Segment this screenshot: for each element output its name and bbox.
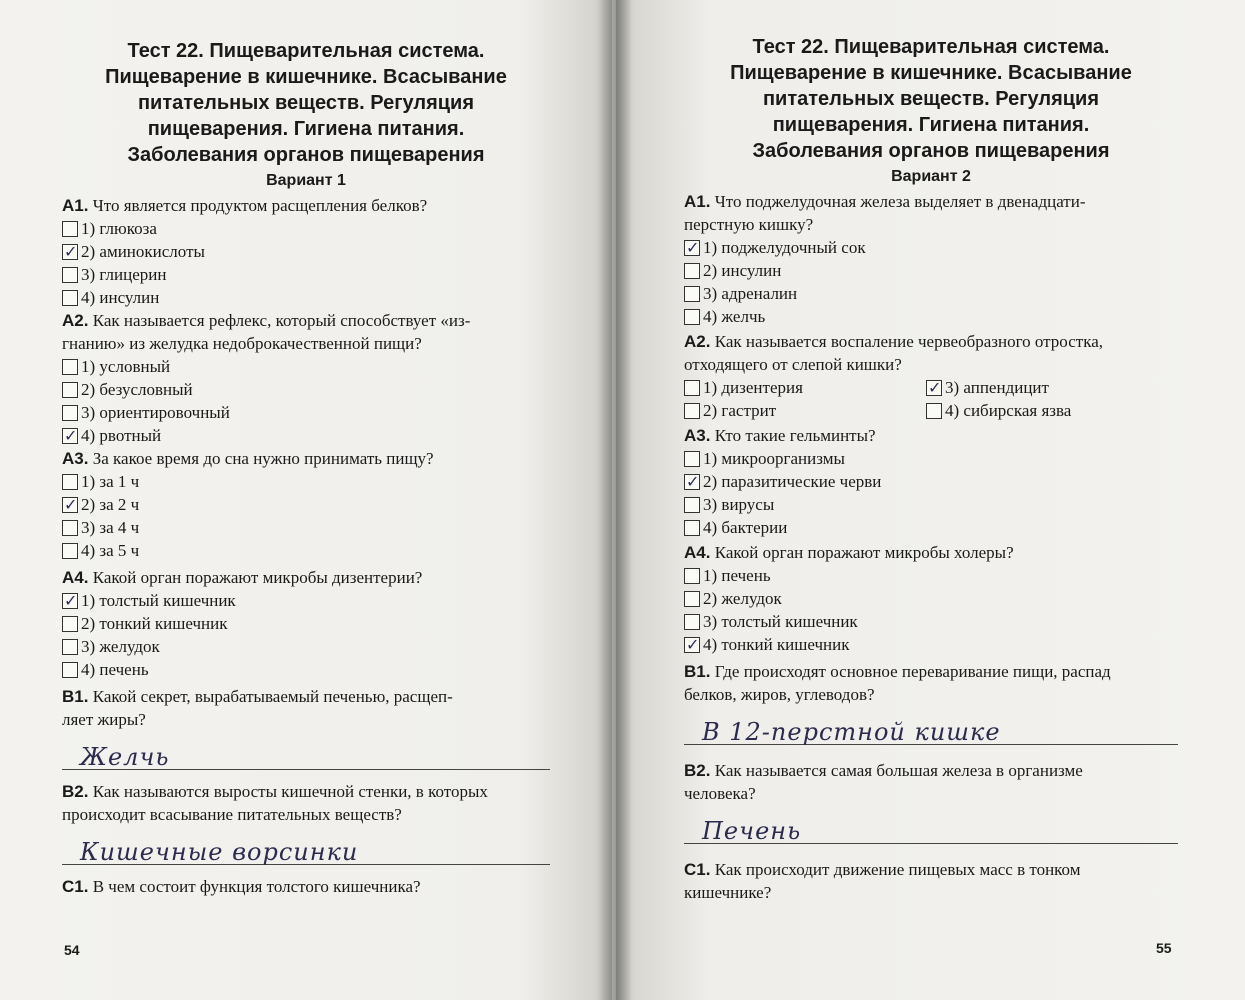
option-label: 4) желчь <box>703 307 766 326</box>
question-number: А1. <box>62 196 89 215</box>
checkbox[interactable] <box>62 405 78 421</box>
options-grid <box>684 376 1178 422</box>
question-number: А4. <box>62 568 89 587</box>
question-number: С1. <box>684 860 711 879</box>
option-label: 1) глюкоза <box>81 219 157 238</box>
left-page <box>0 0 612 1000</box>
check-mark-icon: ✓ <box>64 241 78 261</box>
left-title-line: Тест 22. Пищеварительная система. <box>127 40 485 62</box>
checkbox[interactable] <box>684 286 700 302</box>
question-text: Какой секрет, вырабатываемый печенью, расщеп- <box>88 687 453 706</box>
option-label: 2) за 2 ч <box>81 495 140 514</box>
option <box>62 401 550 424</box>
question-b2 <box>684 759 1178 805</box>
answer-line[interactable] <box>684 805 1178 844</box>
question-a1 <box>62 194 550 217</box>
right-title-line: Заболевания органов пищеварения <box>752 140 1110 162</box>
checkbox[interactable] <box>684 263 700 279</box>
check-mark-icon: ✓ <box>64 590 78 610</box>
question-number: А4. <box>684 543 711 562</box>
question-text: Как называется рефлекс, который способствует «из- <box>88 311 471 330</box>
checkbox[interactable] <box>62 267 78 283</box>
option <box>684 493 1178 516</box>
question-text: Какой орган поражают микробы дизентерии? <box>88 568 423 587</box>
question-text: человека? <box>684 784 756 803</box>
question-a3 <box>684 424 1178 447</box>
option-label: 1) печень <box>703 566 771 585</box>
page-number: 54 <box>64 942 80 958</box>
checkbox[interactable] <box>62 520 78 536</box>
option <box>684 564 1178 587</box>
question-text: Что является продуктом расщепления белков? <box>88 196 428 215</box>
option-label: 2) гастрит <box>703 401 777 420</box>
question-b2 <box>62 780 550 826</box>
question-number: В2. <box>684 761 711 780</box>
checkbox[interactable] <box>62 290 78 306</box>
option <box>926 376 1168 399</box>
option <box>62 355 550 378</box>
option <box>62 286 550 309</box>
right-title-line: Тест 22. Пищеварительная система. <box>752 36 1110 58</box>
checkbox[interactable] <box>62 382 78 398</box>
left-title-line: пищеварения. Гигиена питания. <box>147 118 465 140</box>
question-text: За какое время до сна нужно принимать пищу? <box>88 449 434 468</box>
question-text: Как происходит движение пищевых масс в тонком <box>710 860 1081 879</box>
option-label: 3) аппендицит <box>945 378 1049 397</box>
left-title-line: Пищеварение в кишечнике. Всасывание <box>105 66 507 88</box>
options-column <box>926 376 1168 422</box>
option <box>684 259 1178 282</box>
right-title-line: пищеварения. Гигиена питания. <box>772 114 1090 136</box>
option <box>684 516 1178 539</box>
question-number: А1. <box>684 192 711 211</box>
check-mark-icon: ✓ <box>686 634 700 654</box>
checkbox-checked[interactable] <box>684 634 700 654</box>
option <box>926 399 1168 422</box>
handwritten-answer: В 12-перстной кишке <box>702 718 1001 746</box>
options-column <box>684 376 926 422</box>
checkbox-checked[interactable] <box>684 471 700 491</box>
option-label: 4) рвотный <box>81 426 162 445</box>
checkbox-checked[interactable] <box>62 494 78 514</box>
checkbox[interactable] <box>684 520 700 536</box>
right-title-line: питательных веществ. Регуляция <box>762 88 1100 110</box>
question-text: Как называется воспаление червеобразного отростка, <box>710 332 1103 351</box>
option-label: 4) сибирская язва <box>945 401 1072 420</box>
checkbox-checked[interactable] <box>684 237 700 257</box>
question-a1 <box>684 190 1178 236</box>
handwritten-answer: Кишечные ворсинки <box>80 838 359 866</box>
option-label: 1) поджелудочный сок <box>703 238 866 257</box>
left-page-content <box>62 38 550 898</box>
book-gutter <box>598 0 632 1000</box>
option-label: 4) за 5 ч <box>81 541 140 560</box>
question-number: А2. <box>62 311 89 330</box>
question-text: белков, жиров, углеводов? <box>684 685 875 704</box>
answer-line[interactable] <box>684 706 1178 745</box>
question-b1 <box>62 685 550 731</box>
option <box>62 217 550 240</box>
checkbox[interactable] <box>684 380 700 396</box>
checkbox-checked[interactable] <box>926 377 942 397</box>
checkbox[interactable] <box>62 543 78 559</box>
option-label: 3) ориентировочный <box>81 403 230 422</box>
question-text: Кто такие гельминты? <box>710 426 876 445</box>
check-mark-icon: ✓ <box>686 471 700 491</box>
checkbox[interactable] <box>62 616 78 632</box>
checkbox[interactable] <box>684 403 700 419</box>
question-c1 <box>62 875 550 898</box>
option <box>62 635 550 658</box>
question-number: В1. <box>62 687 89 706</box>
option-label: 1) за 1 ч <box>81 472 140 491</box>
option <box>62 378 550 401</box>
option-label: 3) желудок <box>81 637 160 656</box>
option <box>62 589 550 612</box>
question-number: В2. <box>62 782 89 801</box>
question-text: ляет жиры? <box>62 710 146 729</box>
option <box>62 612 550 635</box>
question-a4 <box>62 566 550 589</box>
checkbox[interactable] <box>62 221 78 237</box>
checkbox[interactable] <box>926 403 942 419</box>
question-text: В чем состоит функция толстого кишечника? <box>88 877 421 896</box>
question-a2 <box>62 309 550 355</box>
question-number: С1. <box>62 877 89 896</box>
option-label: 2) желудок <box>703 589 782 608</box>
question-number: А2. <box>684 332 711 351</box>
checkbox-checked[interactable] <box>62 590 78 610</box>
option <box>62 263 550 286</box>
option-label: 3) адреналин <box>703 284 798 303</box>
question-text: Как называется самая большая железа в организме <box>710 761 1083 780</box>
checkbox[interactable] <box>62 639 78 655</box>
option-label: 3) за 4 ч <box>81 518 140 537</box>
left-variant: Вариант 1 <box>266 172 346 189</box>
option <box>684 236 1178 259</box>
question-text: происходит всасывание питательных веществ? <box>62 805 402 824</box>
option-label: 1) дизентерия <box>703 378 803 397</box>
checkbox[interactable] <box>684 451 700 467</box>
left-title <box>62 38 550 168</box>
option-label: 2) паразитические черви <box>703 472 882 491</box>
option-label: 3) глицерин <box>81 265 167 284</box>
checkbox-checked[interactable] <box>62 425 78 445</box>
left-title-line: питательных веществ. Регуляция <box>137 92 475 114</box>
right-page <box>616 0 1245 1000</box>
option <box>62 539 550 562</box>
checkbox[interactable] <box>684 591 700 607</box>
checkbox[interactable] <box>684 309 700 325</box>
option-label: 4) тонкий кишечник <box>703 635 850 654</box>
question-text: Какой орган поражают микробы холеры? <box>710 543 1014 562</box>
page-number: 55 <box>1156 940 1172 956</box>
question-text: отходящего от слепой кишки? <box>684 355 902 374</box>
option-label: 1) условный <box>81 357 171 376</box>
question-text: перстную кишку? <box>684 215 814 234</box>
question-number: В1. <box>684 662 711 681</box>
handwritten-answer: Желчь <box>80 743 170 771</box>
checkbox[interactable] <box>62 662 78 678</box>
checkbox-checked[interactable] <box>62 241 78 261</box>
option-label: 2) безусловный <box>81 380 193 399</box>
question-text: Что поджелудочная железа выделяет в двенадцати- <box>710 192 1086 211</box>
question-number: А3. <box>62 449 89 468</box>
right-title-line: Пищеварение в кишечнике. Всасывание <box>730 62 1132 84</box>
option-label: 2) аминокислоты <box>81 242 205 261</box>
question-number: А3. <box>684 426 711 445</box>
option <box>684 447 1178 470</box>
right-page-content <box>684 34 1178 904</box>
answer-line[interactable] <box>62 826 550 865</box>
question-a3 <box>62 447 550 470</box>
option <box>684 470 1178 493</box>
answer-line[interactable] <box>62 731 550 770</box>
option-label: 2) инсулин <box>703 261 782 280</box>
checkbox[interactable] <box>62 474 78 490</box>
left-title-line: Заболевания органов пищеварения <box>127 144 485 166</box>
option <box>684 282 1178 305</box>
option-label: 4) печень <box>81 660 149 679</box>
option <box>62 470 550 493</box>
option-label: 1) микроорганизмы <box>703 449 845 468</box>
check-mark-icon: ✓ <box>64 494 78 514</box>
checkbox[interactable] <box>684 568 700 584</box>
option <box>684 399 926 422</box>
option-label: 2) тонкий кишечник <box>81 614 228 633</box>
question-text: Где происходят основное переваривание пищи, распад <box>710 662 1111 681</box>
option <box>684 305 1178 328</box>
handwritten-answer: Печень <box>702 817 802 845</box>
option-label: 4) инсулин <box>81 288 160 307</box>
check-mark-icon: ✓ <box>686 237 700 257</box>
question-a2 <box>684 330 1178 376</box>
option-label: 4) бактерии <box>703 518 788 537</box>
option <box>62 516 550 539</box>
question-c1 <box>684 858 1178 904</box>
right-variant: Вариант 2 <box>891 168 971 185</box>
option <box>684 610 1178 633</box>
option <box>62 493 550 516</box>
option <box>62 424 550 447</box>
option-label: 3) вирусы <box>703 495 775 514</box>
option <box>62 240 550 263</box>
right-title <box>684 34 1178 164</box>
check-mark-icon: ✓ <box>64 425 78 445</box>
checkbox[interactable] <box>684 614 700 630</box>
checkbox[interactable] <box>62 359 78 375</box>
option-label: 3) толстый кишечник <box>703 612 858 631</box>
question-b1 <box>684 660 1178 706</box>
option-label: 1) толстый кишечник <box>81 591 236 610</box>
option <box>684 587 1178 610</box>
option <box>684 633 1178 656</box>
option <box>684 376 926 399</box>
checkbox[interactable] <box>684 497 700 513</box>
option <box>62 658 550 681</box>
question-text: Как называются выросты кишечной стенки, в которых <box>88 782 488 801</box>
question-a4 <box>684 541 1178 564</box>
question-text: гнанию» из желудка недоброкачественной пищи? <box>62 334 422 353</box>
check-mark-icon: ✓ <box>928 377 942 397</box>
question-text: кишечнике? <box>684 883 772 902</box>
